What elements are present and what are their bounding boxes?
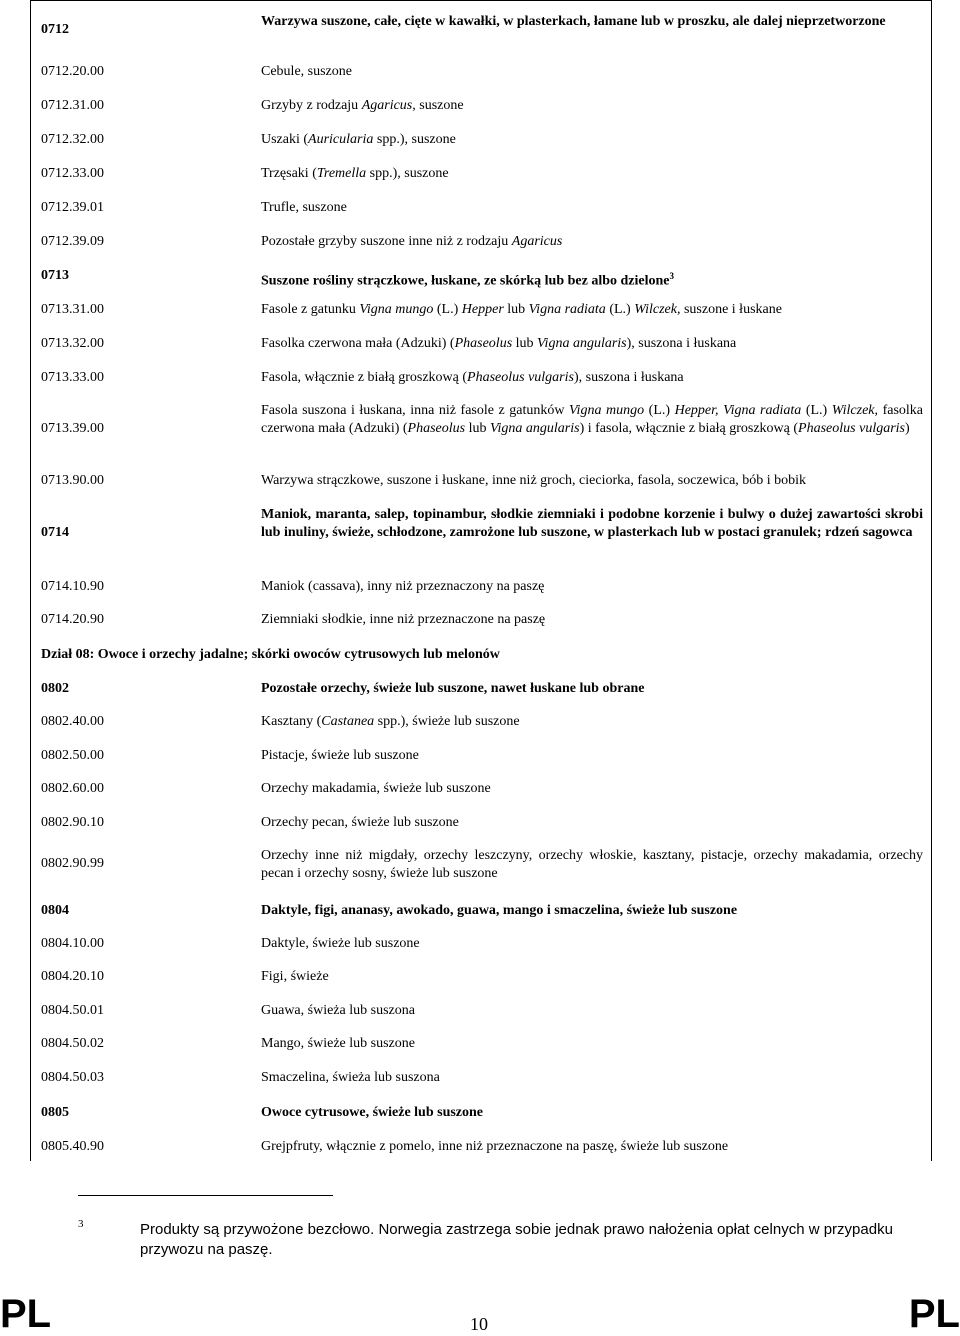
latin-name: Phaseolus vulgaris	[467, 370, 574, 385]
tariff-code: 0714.10.90	[41, 579, 104, 594]
tariff-code: 0804.50.01	[41, 1003, 104, 1018]
description-text: spp.), suszone	[373, 132, 456, 147]
description-text: Kasztany (	[261, 714, 322, 729]
tariff-code: 0714.20.90	[41, 612, 104, 627]
tariff-code: 0802.60.00	[41, 781, 104, 796]
tariff-code: 0714	[41, 525, 69, 540]
tariff-code: 0712.31.00	[41, 98, 104, 113]
tariff-code: 0802.90.99	[41, 856, 104, 871]
language-code-left: PL	[0, 1292, 52, 1336]
description-text: Guawa, świeża lub suszona	[261, 1003, 415, 1018]
footnote-reference: 3	[669, 271, 674, 281]
description-text: Trufle, suszone	[261, 200, 347, 215]
tariff-description	[261, 506, 923, 542]
tariff-code: 0713	[41, 268, 69, 283]
tariff-description	[261, 233, 923, 251]
description-text: (L.)	[433, 302, 462, 317]
footnote-text: Produkty są przywożone bezcłowo. Norwegia zastrzega sobie jednak prawo nałożenia opłat celnych w przypadku przywozu na paszę.	[140, 1221, 893, 1258]
tariff-description	[261, 472, 923, 490]
description-text: Cebule, suszone	[261, 64, 352, 79]
description-text: lub	[503, 302, 529, 317]
tariff-description	[261, 780, 923, 798]
description-text: Mango, świeże lub suszone	[261, 1036, 415, 1051]
tariff-code: 0804.10.00	[41, 936, 104, 951]
tariff-code: 0712.32.00	[41, 132, 104, 147]
tariff-code: 0713.39.00	[41, 421, 104, 436]
description-text: lub	[512, 336, 538, 351]
tariff-description	[261, 13, 923, 31]
description-text: Owoce cytrusowe, świeże lub suszone	[261, 1105, 484, 1120]
latin-name: Castanea	[321, 714, 375, 729]
tariff-description	[261, 1104, 923, 1122]
tariff-code: 0713.33.00	[41, 370, 104, 385]
tariff-description	[261, 747, 923, 765]
description-text: )	[905, 421, 910, 436]
tariff-code: 0805	[41, 1105, 69, 1120]
tariff-code: 0712.20.00	[41, 64, 104, 79]
tariff-code: 0713.90.00	[41, 473, 104, 488]
description-text: spp.), suszone	[366, 166, 449, 181]
tariff-description	[261, 968, 923, 986]
tariff-description	[261, 369, 923, 387]
tariff-description	[261, 935, 923, 953]
tariff-code: 0712	[41, 22, 69, 37]
tariff-code: 0802.40.00	[41, 714, 104, 729]
latin-name: Phaseolus vulgaris	[798, 421, 905, 436]
tariff-description	[261, 165, 923, 183]
tariff-description	[261, 578, 923, 596]
tariff-code: 0804	[41, 903, 69, 918]
description-text: ) i fasola, włącznie z białą groszkową (	[579, 421, 799, 436]
footnote-rule	[78, 1195, 333, 1196]
tariff-code: 0712.39.09	[41, 234, 104, 249]
latin-name: Wilczek	[831, 403, 875, 418]
description-text: Ziemniaki słodkie, inne niż przeznaczone na paszę	[261, 612, 546, 627]
latin-name: Phaseolus	[407, 421, 466, 436]
tariff-description	[261, 131, 923, 149]
latin-name: Vigna angularis	[490, 421, 580, 436]
tariff-description	[261, 1069, 923, 1087]
tariff-description	[261, 335, 923, 353]
description-text: Grejpfruty, włącznie z pomelo, inne niż przeznaczone na paszę, świeże lub suszone	[261, 1139, 729, 1154]
description-text: Smaczelina, świeża lub suszona	[261, 1070, 440, 1085]
footnote-number: 3	[78, 1218, 84, 1230]
tariff-description	[261, 402, 923, 438]
tariff-description	[261, 301, 923, 319]
description-text: Maniok (cassava), inny niż przeznaczony na paszę	[261, 579, 545, 594]
description-text: ), suszona i łuskana	[626, 336, 737, 351]
description-text: , fasolka czerwona mała (Adzuki) (	[261, 403, 923, 436]
description-text: Orzechy inne niż migdały, orzechy leszczyny, orzechy włoskie, kasztany, pistacje, orzechy makadamia, orzechy pecan i orzechy sosny, świeże lub suszone	[261, 848, 923, 881]
tariff-description	[261, 97, 923, 115]
description-text: (L.)	[605, 302, 635, 317]
latin-name: Auricularia	[308, 132, 374, 147]
description-text: Trzęsaki (	[261, 166, 317, 181]
description-text: Fasolka czerwona mała (Adzuki) (	[261, 336, 455, 351]
description-text: Orzechy pecan, świeże lub suszone	[261, 815, 459, 830]
description-text: Pozostałe grzyby suszone inne niż z rodzaju	[261, 234, 512, 249]
latin-name: Hepper, Vigna radiata	[674, 403, 802, 418]
description-text: Warzywa strączkowe, suszone i łuskane, inne niż groch, cieciorka, fasola, soczewica, bób i bobik	[261, 473, 807, 488]
description-text: Orzechy makadamia, świeże lub suszone	[261, 781, 491, 796]
description-text: , suszone	[412, 98, 464, 113]
tariff-description	[261, 814, 923, 832]
language-code-right: PL	[908, 1292, 960, 1336]
tariff-description	[261, 611, 923, 629]
tariff-code: 0804.20.10	[41, 969, 104, 984]
latin-name: Vigna angularis	[537, 336, 627, 351]
description-text: Uszaki (	[261, 132, 309, 147]
description-text: Figi, świeże	[261, 969, 329, 984]
tariff-code: 0713.31.00	[41, 302, 104, 317]
description-text: ), suszona i łuskana	[573, 370, 684, 385]
latin-name: Vigna radiata	[528, 302, 606, 317]
tariff-code: 0802.90.10	[41, 815, 104, 830]
description-text: (L.)	[644, 403, 675, 418]
tariff-description	[261, 63, 923, 81]
tariff-code: 0802	[41, 681, 69, 696]
description-text: Suszone rośliny strączkowe, łuskane, ze skórką lub bez albo dzielone	[261, 273, 670, 289]
description-text: spp.), świeże lub suszone	[374, 714, 520, 729]
tariff-code: 0804.50.03	[41, 1070, 104, 1085]
description-text: Pistacje, świeże lub suszone	[261, 748, 419, 763]
description-text: lub	[465, 421, 490, 436]
description-text: Fasola, włącznie z białą groszkową (	[261, 370, 468, 385]
description-text: (L.)	[801, 403, 832, 418]
tariff-code: 0804.50.02	[41, 1036, 104, 1051]
description-text: Fasola suszona i łuskana, inna niż fasole z gatunków	[261, 403, 570, 418]
page-number: 10	[470, 1314, 488, 1334]
tariff-code: 0713.32.00	[41, 336, 104, 351]
description-text: Warzywa suszone, całe, cięte w kawałki, w plasterkach, łamane lub w proszku, ale dalej nieprzetworzone	[261, 14, 886, 29]
tariff-code: 0802.50.00	[41, 748, 104, 763]
latin-name: Vigna mungo	[569, 403, 645, 418]
tariff-code: 0805.40.90	[41, 1139, 104, 1154]
description-text: Maniok, maranta, salep, topinambur, słodkie ziemniaki i podobne korzenie i bulwy o dużej zawartości skrobi lub inuliny, świeże, schłodzone, zamrożone lub suszone, w plasterkach lub w postaci granulek; rdzeń sagowca	[261, 507, 923, 540]
tariff-description	[261, 1138, 923, 1156]
tariff-description	[261, 199, 923, 217]
latin-name: Agaricus	[511, 234, 563, 249]
tariff-description	[261, 1002, 923, 1020]
tariff-code: 0712.33.00	[41, 166, 104, 181]
latin-name: Phaseolus	[454, 336, 513, 351]
tariff-code: 0712.39.01	[41, 200, 104, 215]
description-text: Grzyby z rodzaju	[261, 98, 362, 113]
tariff-description	[261, 680, 923, 698]
tariff-description	[261, 267, 923, 291]
tariff-description	[261, 847, 923, 883]
latin-name: Agaricus	[361, 98, 413, 113]
tariff-description	[261, 713, 923, 731]
latin-name: Vigna mungo	[359, 302, 434, 317]
description-text: Daktyle, figi, ananasy, awokado, guawa, mango i smaczelina, świeże lub suszone	[261, 903, 738, 918]
tariff-description	[261, 902, 923, 920]
description-text: , suszone i łuskane	[676, 302, 782, 317]
description-text: Daktyle, świeże lub suszone	[261, 936, 420, 951]
latin-name: Hepper	[461, 302, 504, 317]
tariff-table	[30, 0, 932, 1161]
description-text: Fasole z gatunku	[261, 302, 360, 317]
tariff-description	[261, 1035, 923, 1053]
latin-name: Wilczek	[634, 302, 677, 317]
latin-name: Tremella	[316, 166, 367, 181]
section-heading: Dział 08: Owoce i orzechy jadalne; skórki owoców cytrusowych lub melonów	[41, 647, 500, 662]
description-text: Pozostałe orzechy, świeże lub suszone, nawet łuskane lub obrane	[261, 681, 645, 696]
